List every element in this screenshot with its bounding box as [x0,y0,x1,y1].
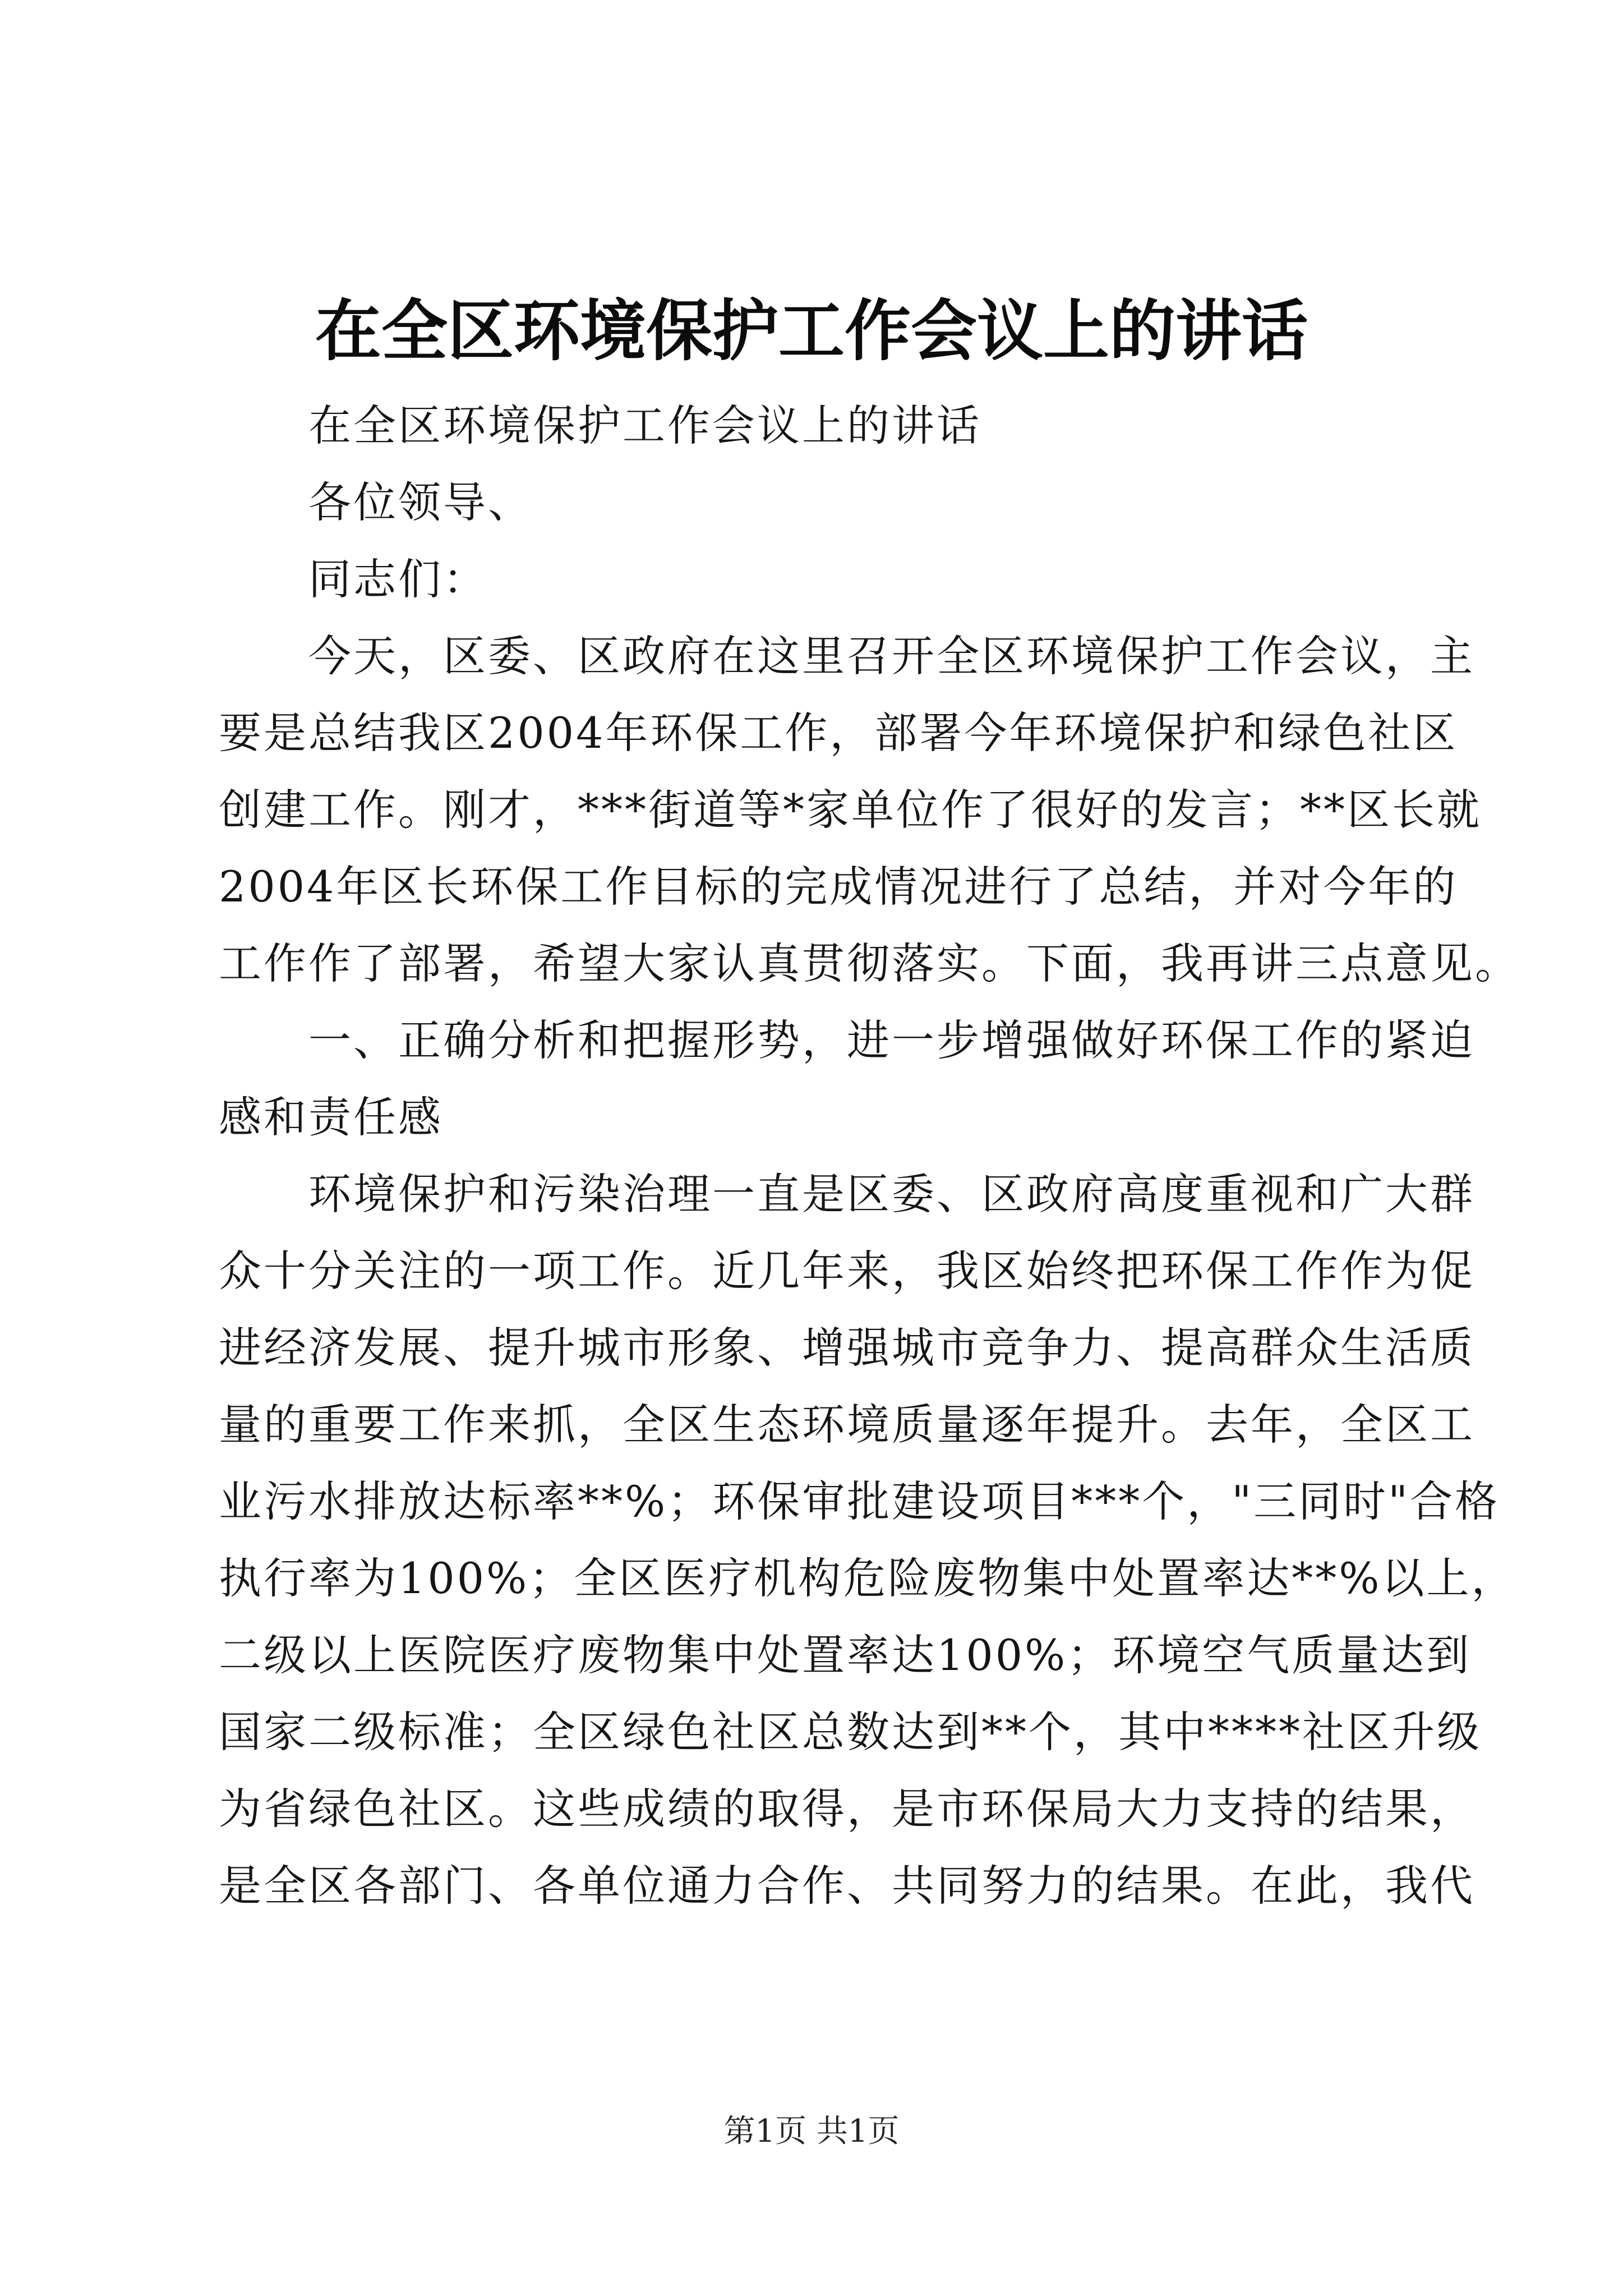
body-line: 是全区各部门、各单位通力合作、共同努力的结果。在此，我代 [219,1861,1475,1911]
section-heading-line: 感和责任感 [219,1092,443,1142]
body-line: 环境保护和污染治理一直是区委、区政府高度重视和广大群 [308,1169,1475,1219]
body-line: 为省绿色社区。这些成绩的取得，是市环保局大力支持的结果， [219,1784,1475,1834]
body-line: 各位领导、 [308,477,533,527]
body-line: 业污水排放达标率**%；环保审批建设项目***个，"三同时"合格 [219,1476,1500,1526]
page-footer: 第1页 共1页 [723,2113,900,2150]
body-line: 众十分关注的一项工作。近几年来，我区始终把环保工作作为促 [219,1246,1475,1296]
body-line: 国家二级标准；全区绿色社区总数达到**个，其中****社区升级 [219,1707,1482,1757]
body-line: 创建工作。刚才，***街道等*家单位作了很好的发言；**区长就 [219,785,1482,835]
document-body [219,387,1520,1924]
body-line: 执行率为100%；全区医疗机构危险废物集中处置率达**%以上， [219,1553,1516,1603]
body-line: 2004年区长环保工作目标的完成情况进行了总结，并对今年的 [219,862,1458,912]
body-line: 工作作了部署，希望大家认真贯彻落实。下面，我再讲三点意见。 [219,938,1520,988]
body-line: 在全区环境保护工作会议上的讲话 [308,401,981,450]
document-title: 在全区环境保护工作会议上的讲话 [315,292,1308,370]
section-heading-line: 一、正确分析和把握形势，进一步增强做好环保工作的紧迫 [308,1015,1475,1065]
body-line: 同志们： [308,554,488,604]
body-line: 今天，区委、区政府在这里召开全区环境保护工作会议，主 [308,631,1475,681]
body-line: 二级以上医院医疗废物集中处置率达100%；环境空气质量达到 [219,1630,1472,1680]
body-line: 要是总结我区2004年环保工作，部署今年环境保护和绿色社区 [219,708,1458,758]
body-line: 量的重要工作来抓，全区生态环境质量逐年提升。去年，全区工 [219,1400,1475,1450]
body-line: 进经济发展、提升城市形象、增强城市竞争力、提高群众生活质 [219,1323,1475,1373]
